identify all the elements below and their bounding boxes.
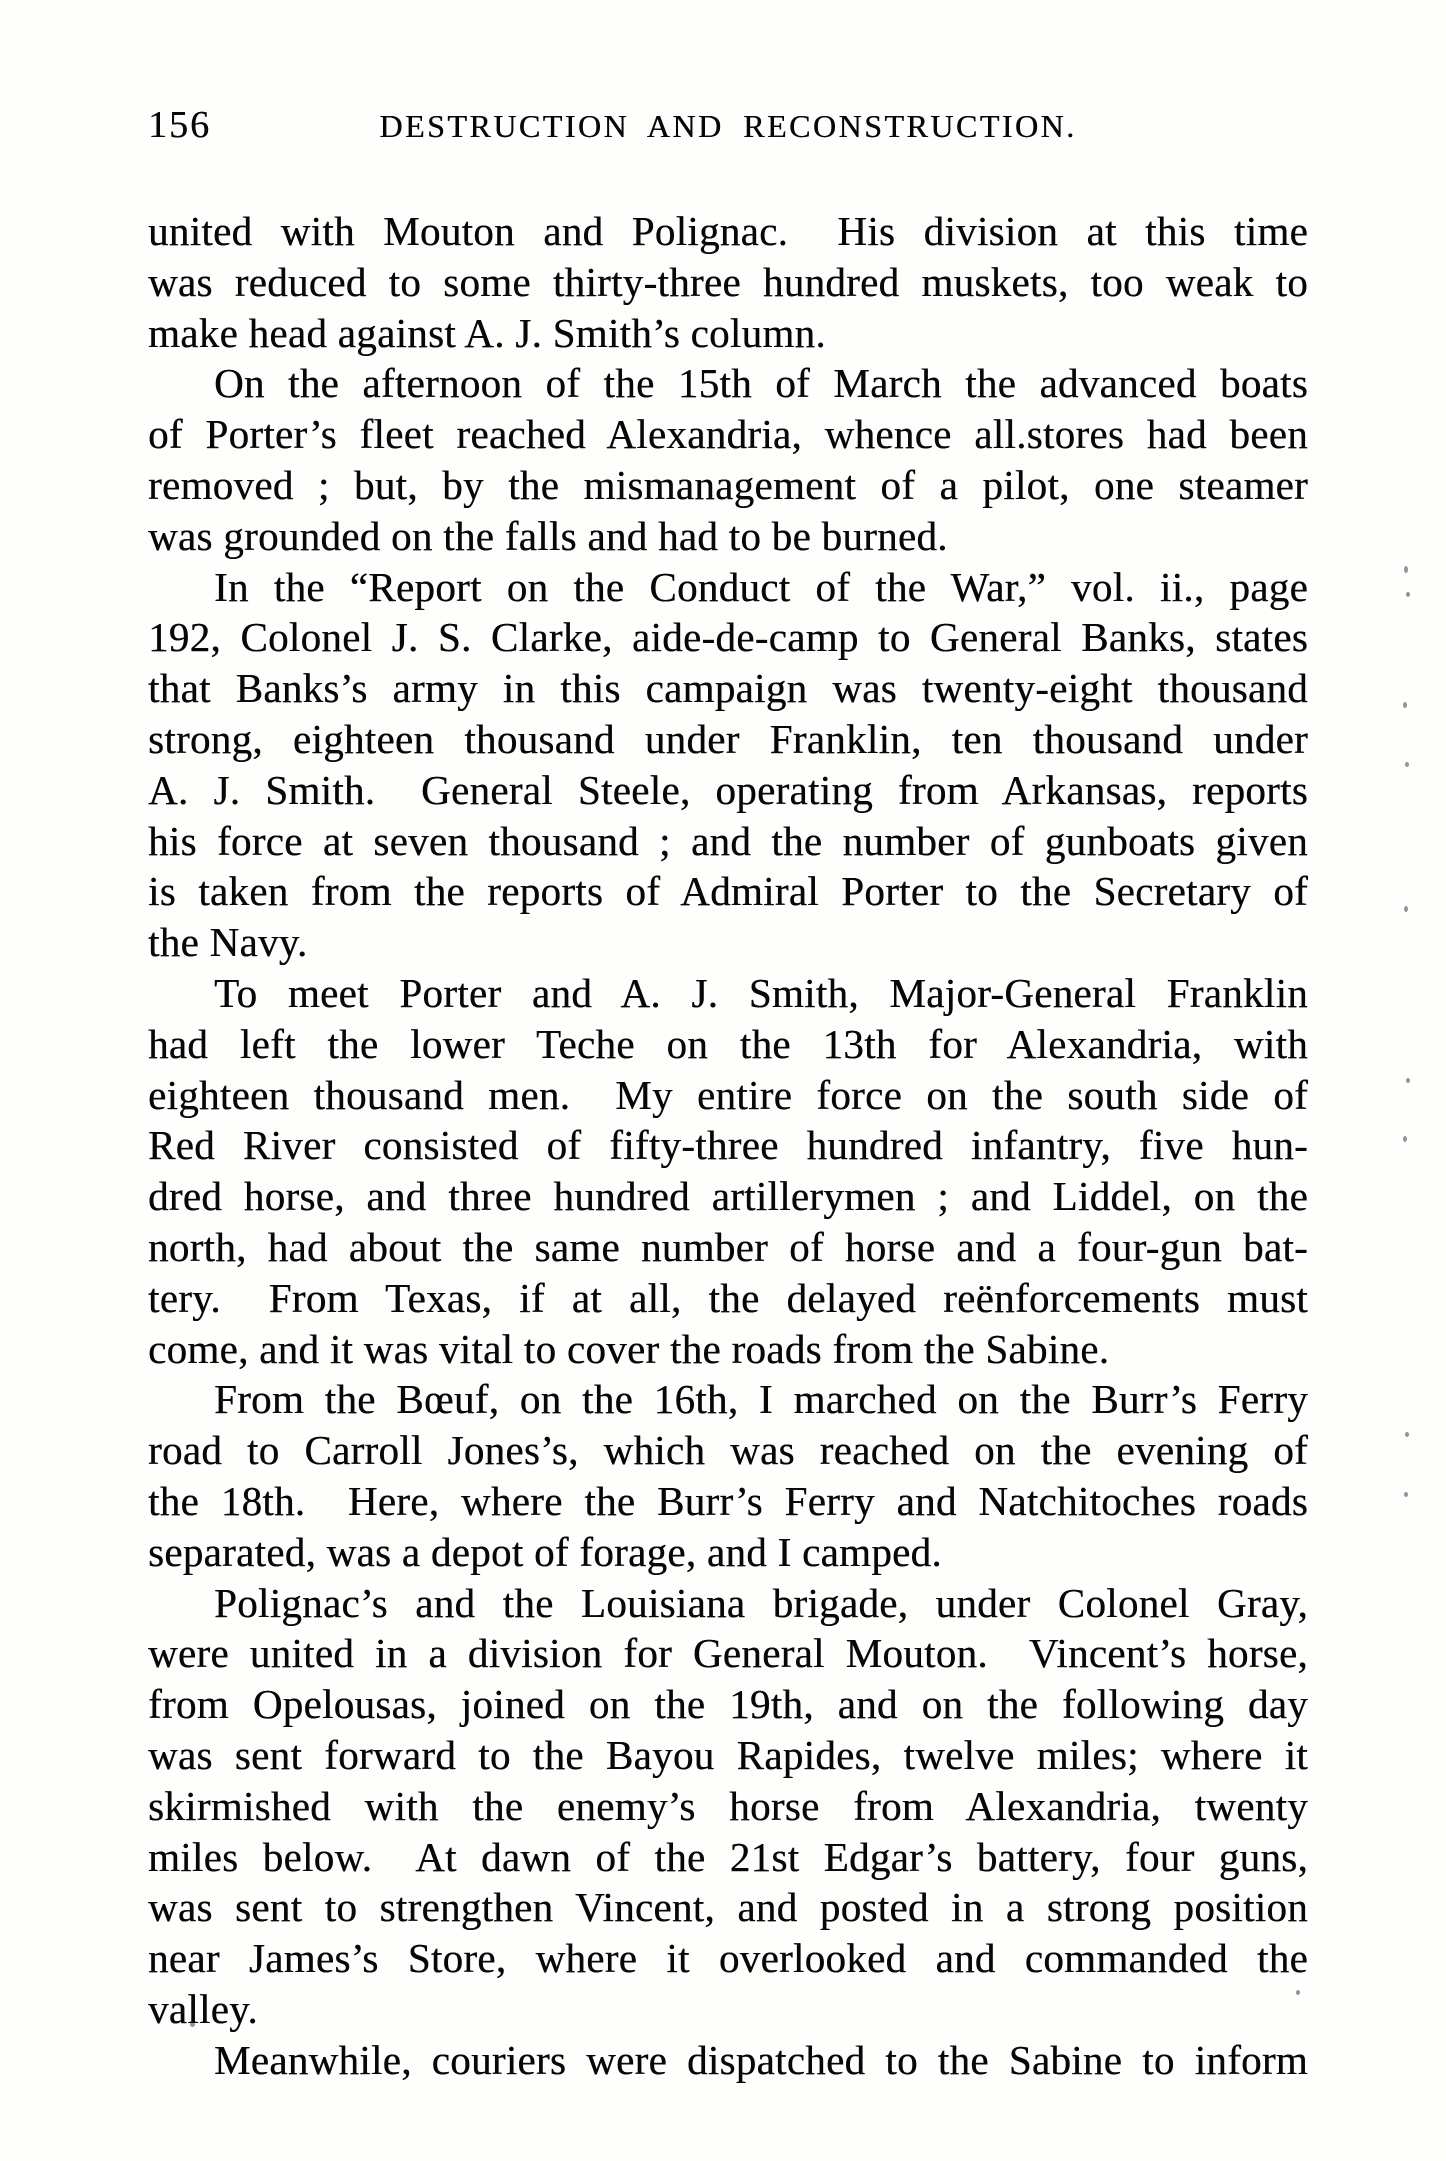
text-line: Red River consisted of fifty-three hundred infantry, five hun- bbox=[148, 1122, 1308, 1169]
text-line: In the “Report on the Conduct of the War,” vol. ii., page bbox=[214, 563, 1308, 610]
text-line: On the afternoon of the 15th of March the advanced boats bbox=[214, 360, 1308, 407]
text-line: tery. From Texas, if at all, the delayed reënforcements must bbox=[148, 1274, 1308, 1321]
text-line: dred horse, and three hundred artillerymen ; and Liddel, on the bbox=[148, 1173, 1308, 1220]
page-header bbox=[148, 92, 1308, 144]
scan-artifact bbox=[1405, 1432, 1409, 1437]
text-line: is taken from the reports of Admiral Porter to the Secretary of bbox=[148, 868, 1308, 915]
text-line: eighteen thousand men. My entire force on the south side of bbox=[148, 1071, 1308, 1118]
scan-artifact bbox=[1404, 906, 1408, 912]
text-line: his force at seven thousand ; and the number of gunboats given bbox=[148, 817, 1308, 864]
text-line: the 18th. Here, where the Burr’s Ferry and Natchitoches roads bbox=[148, 1477, 1308, 1524]
text-line: road to Carroll Jones’s, which was reached on the evening of bbox=[148, 1427, 1308, 1474]
text-line: separated, was a depot of forage, and I camped. bbox=[148, 1528, 942, 1575]
scan-artifact bbox=[1296, 1990, 1300, 1995]
text-line: the Navy. bbox=[148, 919, 308, 966]
text-line: was grounded on the falls and had to be burned. bbox=[148, 512, 948, 559]
text-line: To meet Porter and A. J. Smith, Major-General Franklin bbox=[214, 969, 1308, 1016]
text-line: of Porter’s fleet reached Alexandria, whence all.stores had been bbox=[148, 411, 1308, 458]
scan-artifact bbox=[1406, 592, 1410, 597]
text-line: near James’s Store, where it overlooked and commanded the bbox=[148, 1935, 1308, 1982]
text-line: From the Bœuf, on the 16th, I marched on the Burr’s Ferry bbox=[214, 1376, 1308, 1423]
scan-artifact bbox=[1403, 1136, 1407, 1142]
text-line: strong, eighteen thousand under Franklin, ten thousand under bbox=[148, 715, 1308, 762]
text-line: valley. bbox=[148, 1985, 258, 2032]
text-line: was sent to strengthen Vincent, and posted in a strong position bbox=[148, 1884, 1308, 1931]
page-number: 156 bbox=[148, 104, 211, 146]
text-line: united with Mouton and Polignac. His division at this time bbox=[148, 208, 1308, 254]
scan-artifact bbox=[190, 2022, 195, 2027]
scan-artifact bbox=[1404, 1492, 1408, 1497]
text-line: was reduced to some thirty-three hundred muskets, too weak to bbox=[148, 258, 1308, 305]
scan-artifact bbox=[1405, 762, 1409, 767]
page-body bbox=[148, 206, 1308, 2085]
text-line: 192, Colonel J. S. Clarke, aide-de-camp to General Banks, states bbox=[148, 614, 1308, 661]
scan-artifact bbox=[1403, 702, 1407, 708]
text-line: removed ; but, by the mismanagement of a pilot, one steamer bbox=[148, 461, 1308, 508]
scan-artifact bbox=[1406, 1078, 1410, 1083]
text-line: make head against A. J. Smith’s column. bbox=[148, 309, 826, 356]
text-line: was sent forward to the Bayou Rapides, twelve miles; where it bbox=[148, 1731, 1308, 1778]
running-title: DESTRUCTION AND RECONSTRUCTION. bbox=[379, 108, 1077, 144]
text-line: skirmished with the enemy’s horse from Alexandria, twenty bbox=[148, 1782, 1308, 1829]
text-line: were united in a division for General Mouton. Vincent’s horse, bbox=[148, 1630, 1308, 1677]
text-line: that Banks’s army in this campaign was twenty-eight thousand bbox=[148, 665, 1308, 712]
scan-artifact bbox=[1404, 566, 1408, 573]
text-line: Polignac’s and the Louisiana brigade, under Colonel Gray, bbox=[214, 1579, 1308, 1626]
text-line: A. J. Smith. General Steele, operating from Arkansas, reports bbox=[148, 766, 1308, 813]
text-line: come, and it was vital to cover the roads from the Sabine. bbox=[148, 1325, 1110, 1372]
text-line: from Opelousas, joined on the 19th, and on the following day bbox=[148, 1681, 1308, 1728]
text-line: miles below. At dawn of the 21st Edgar’s battery, four guns, bbox=[148, 1833, 1308, 1880]
text-line: had left the lower Teche on the 13th for Alexandria, with bbox=[148, 1020, 1308, 1067]
text-line: north, had about the same number of horse and a four-gun bat- bbox=[148, 1223, 1308, 1270]
text-line: Meanwhile, couriers were dispatched to the Sabine to inform bbox=[214, 2036, 1308, 2083]
